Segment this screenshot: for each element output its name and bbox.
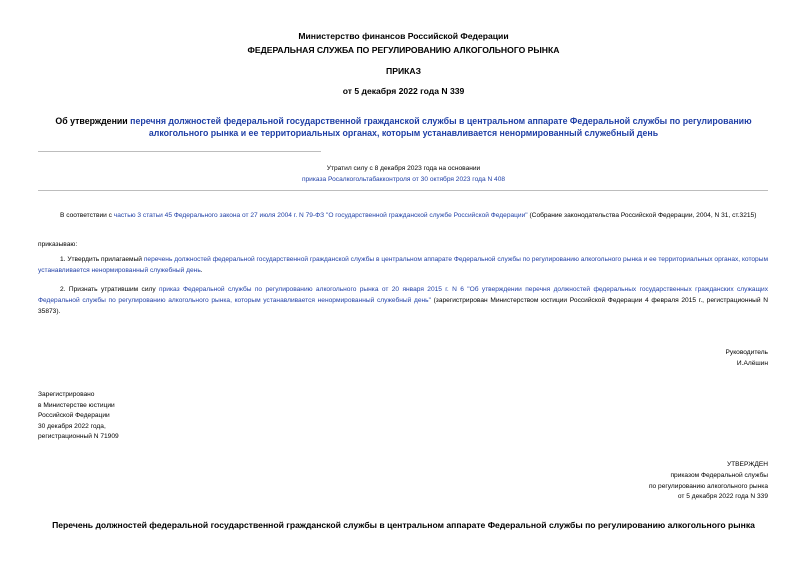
status-note: Утратил силу с 8 декабря 2023 года на основании [326,165,481,172]
signature-position: Руководитель [725,349,768,356]
ministry-heading: Министерство финансов Российской Федерации [298,31,509,41]
divider-short [38,151,321,152]
status-repeal-link[interactable]: приказа Росалкогольтабакконтроля от 30 октября 2023 года N 408 [301,176,506,183]
registration-line-5: регистрационный N 71909 [38,433,119,441]
document-date-number: от 5 декабря 2022 года N 339 [342,86,465,96]
p1-prefix: В соответствии с [60,212,114,219]
approval-line-4: от 5 декабря 2022 года N 339 [677,493,768,501]
signature-block [726,348,768,370]
document-type: ПРИКАЗ [386,66,421,76]
divider-long [38,190,768,191]
paragraph-item-1 [38,255,768,277]
registration-line-1: Зарегистрировано [38,391,95,398]
paragraph-basis [38,211,768,222]
approved-list-link[interactable]: перечень должностей федеральной государственной гражданской службы в центральном аппарате Федеральной службы по регулированию алкогольного рынка и ее территориальных органах, которым устанавливается ненормированный служебный день [38,256,768,274]
repealed-order-link[interactable]: приказ Федеральной службы по регулированию алкогольного рынка от 20 января 2015 г. N 6 "Об утверждении перечня должностей федеральных государственных гражданских служащих Федеральной службы по регулированию алкогольного рынка, которым устанавливается ненормированный служебный день" [38,286,768,304]
p3-suffix: . [200,266,203,274]
registration-line-2: в Министерстве юстиции [38,401,115,409]
p4-prefix: 2. Признать утратившим силу [60,286,160,293]
document-title [40,115,767,139]
registration-line-4: 30 декабря 2022 года, [38,422,106,430]
list-title: Перечень должностей федеральной государственной гражданской службы в центральном аппарате Федеральной службы по регулированию алкогольного рынка [52,520,755,530]
p3-prefix: 1. Утвердить прилагаемый [60,256,144,263]
registration-line-3: Российской Федерации [38,412,110,420]
signature-name: И.Алёшин [736,359,768,367]
registration-block [38,390,119,443]
p4-suffix: (зарегистрирован Министерством юстиции Российской Федерации 4 февраля 2015 г., регистрационный N 35873). [38,296,768,315]
approval-line-3: по регулированию алкогольного рынка [648,482,768,490]
paragraph-order-word: приказываю: [38,241,78,248]
title-prefix: Об утверждении [55,116,131,126]
p1-suffix: (Собрание законодательства Российской Федерации, 2004, N 31, ст.3215) [527,212,757,219]
approval-line-1: УТВЕРЖДЕН [726,461,768,468]
approval-line-2: приказом Федеральной службы [670,471,768,479]
federal-law-link[interactable]: частью 3 статьи 45 Федерального закона от 27 июля 2004 г. N 79-ФЗ "О государственной гражданской службе Российской Федерации" [113,212,528,219]
service-heading: ФЕДЕРАЛЬНАЯ СЛУЖБА ПО РЕГУЛИРОВАНИЮ АЛКОГОЛЬНОГО РЫНКА [247,45,560,55]
title-link[interactable]: перечня должностей федеральной государственной гражданской службы в центральном аппарате Федеральной службы по регулированию алкогольного рынка и ее территориальных органах, которым устанавливается ненормированный служебный день [130,116,752,138]
paragraph-item-2 [38,285,768,317]
approval-block [649,460,768,503]
